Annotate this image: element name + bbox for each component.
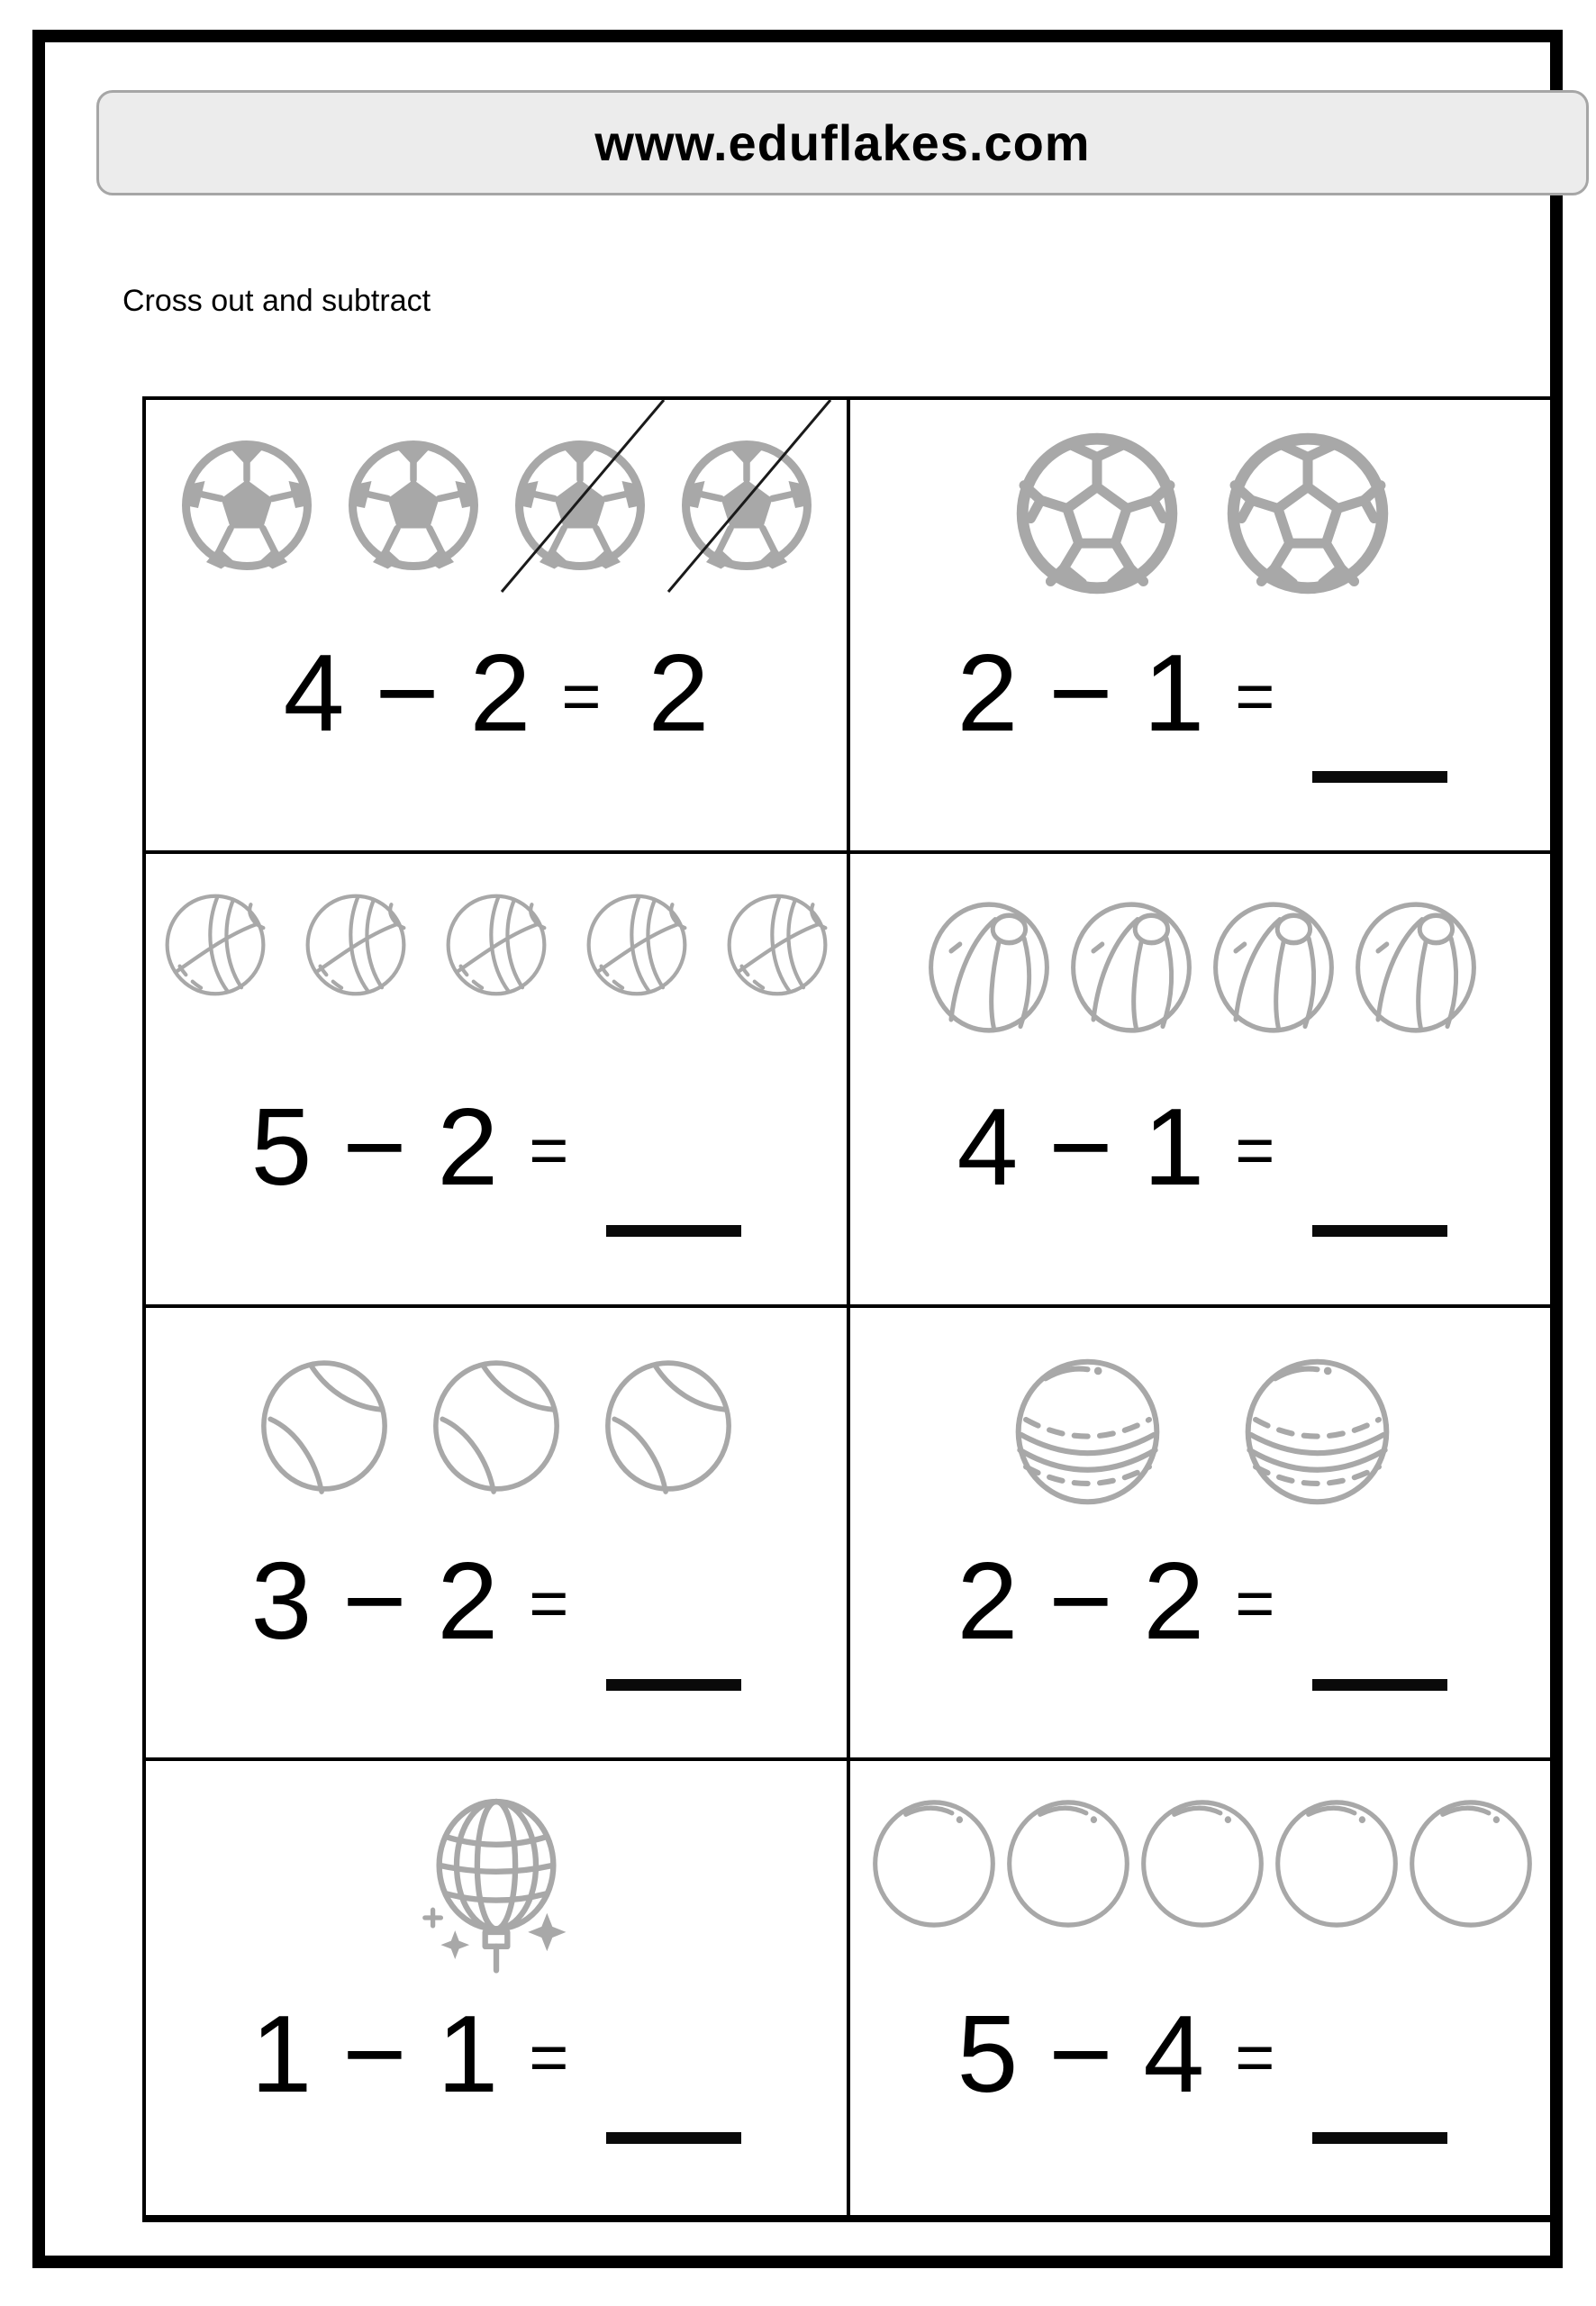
equation (146, 1085, 847, 1237)
ball-row (850, 1356, 1555, 1508)
instruction-text: Cross out and subtract (122, 284, 431, 318)
expression-text: 4 − 2 (283, 631, 531, 754)
equation (850, 1993, 1555, 2144)
cricket-ball-icon (1012, 1356, 1163, 1508)
equals-sign: = (1235, 1566, 1275, 1643)
answer-blank (606, 1225, 741, 1237)
basketball-icon (163, 892, 268, 998)
basketball-icon (444, 892, 549, 998)
equation (850, 1539, 1555, 1691)
problem-cell (850, 400, 1555, 854)
cross-out-line (512, 438, 648, 573)
expression-text: 3 − 2 (250, 1539, 499, 1662)
plain-ball-icon (1004, 1797, 1132, 1930)
plain-ball-icon (1138, 1797, 1266, 1930)
tennis-ball-icon (258, 1357, 390, 1494)
beach-ball-icon (926, 899, 1052, 1036)
answer-blank (1312, 771, 1447, 783)
equals-sign: = (561, 658, 602, 735)
ball-row (850, 431, 1555, 596)
equation (146, 631, 847, 754)
answer-value: 2 (648, 631, 710, 754)
plain-ball-icon (1273, 1797, 1401, 1930)
equation (850, 631, 1555, 783)
page-border-frame (32, 30, 1563, 2268)
soccer-ball-outline-icon (1225, 431, 1391, 596)
answer-blank (1312, 1225, 1447, 1237)
ball-row (850, 1797, 1555, 1930)
equation (146, 1993, 847, 2144)
problems-grid (142, 396, 1558, 2222)
problem-cell (146, 400, 850, 854)
beach-ball-icon (1353, 899, 1479, 1036)
beach-ball-icon (1068, 899, 1194, 1036)
cricket-ball-icon (1242, 1356, 1392, 1508)
soccer-ball-filled-icon (679, 438, 814, 573)
basketball-icon (304, 892, 408, 998)
plain-ball-icon (1407, 1797, 1535, 1930)
answer-blank (606, 2132, 741, 2144)
equals-sign: = (529, 2020, 569, 2097)
equation (850, 1085, 1555, 1237)
basketball-icon (585, 892, 689, 998)
expression-text: 5 − 2 (250, 1085, 499, 1208)
tennis-ball-icon (603, 1357, 734, 1494)
soccer-ball-filled-icon (179, 438, 314, 573)
expression-text: 4 − 1 (957, 1085, 1205, 1208)
problem-cell (146, 1761, 850, 2215)
soccer-ball-filled-icon (346, 438, 481, 573)
problem-cell (146, 854, 850, 1308)
expression-text: 2 − 2 (957, 1539, 1205, 1662)
tennis-ball-icon (431, 1357, 562, 1494)
equals-sign: = (1235, 658, 1275, 735)
ball-row (146, 892, 847, 998)
ball-row (146, 1795, 847, 1986)
equals-sign: = (1235, 2020, 1275, 2097)
cross-out-line (679, 438, 814, 573)
plain-ball-icon (870, 1797, 998, 1930)
soccer-ball-filled-icon (512, 438, 648, 573)
site-url-text: www.eduflakes.com (594, 114, 1091, 171)
problem-cell (850, 1308, 1555, 1762)
basketball-icon (725, 892, 830, 998)
ball-row (850, 899, 1555, 1036)
site-banner (96, 90, 1589, 195)
problem-cell (850, 854, 1555, 1308)
equals-sign: = (529, 1566, 569, 1643)
equals-sign: = (1235, 1112, 1275, 1189)
ball-row (146, 438, 847, 573)
answer-blank (1312, 1679, 1447, 1691)
answer-blank (1312, 2132, 1447, 2144)
expression-text: 5 − 4 (957, 1993, 1205, 2116)
expression-text: 1 − 1 (250, 1993, 499, 2116)
beach-ball-icon (1211, 899, 1337, 1036)
equation (146, 1539, 847, 1691)
expression-text: 2 − 1 (957, 631, 1205, 754)
equals-sign: = (529, 1112, 569, 1189)
ball-row (146, 1357, 847, 1494)
answer-blank (606, 1679, 741, 1691)
soccer-ball-outline-icon (1014, 431, 1180, 596)
disco-ball-icon (417, 1795, 576, 1986)
problem-cell (850, 1761, 1555, 2215)
problem-cell (146, 1308, 850, 1762)
